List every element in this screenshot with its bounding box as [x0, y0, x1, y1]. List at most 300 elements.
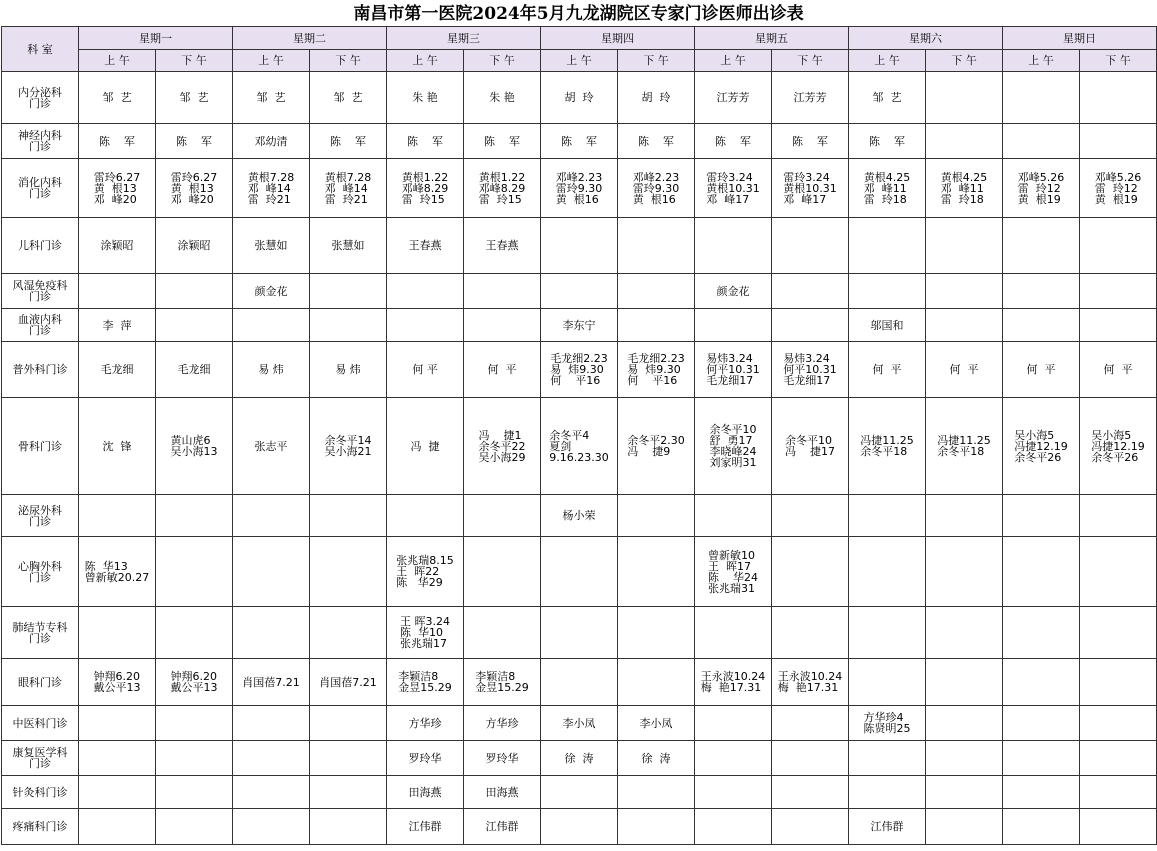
doctor-names: 田海燕 — [408, 785, 442, 799]
schedule-cell — [1080, 776, 1157, 809]
doctor-names: 毛龙细 — [177, 363, 211, 376]
table-row — [2, 124, 1157, 159]
page-title: 南昌市第一医院2024年5月九龙湖院区专家门诊医师出诊表 — [353, 4, 804, 24]
dept-name: 泌尿外科 门诊 — [18, 503, 62, 528]
doctor-names: 江伟群 — [485, 820, 519, 833]
schedule-cell — [310, 218, 387, 274]
schedule-cell — [233, 741, 310, 776]
doctor-names: 朱 艳 — [489, 91, 515, 104]
schedule-cell — [695, 741, 772, 776]
doctor-names: 张志平 — [254, 439, 288, 453]
doctor-names: 余冬平14 吴小海21 — [324, 434, 372, 458]
schedule-cell — [464, 809, 541, 845]
doctor-names: 冯 捷 — [410, 439, 440, 453]
schedule-cell — [1003, 72, 1080, 124]
doctor-names: 陈 军 — [330, 134, 366, 148]
schedule-cell — [1080, 659, 1157, 706]
period-header-row — [2, 50, 1157, 72]
dept-cell — [2, 776, 79, 809]
doctor-names: 余冬平10 舒 勇17 李晓峰24 刘家明31 — [709, 423, 757, 469]
dept-name: 肺结节专科 门诊 — [12, 620, 68, 645]
dept-name: 眼科门诊 — [18, 675, 62, 689]
schedule-cell — [156, 607, 233, 659]
afternoon-header: 下 午 — [156, 50, 233, 72]
doctor-names: 邹 艺 — [179, 91, 209, 104]
schedule-cell — [1003, 706, 1080, 741]
dept-column-header: 科 室 — [2, 27, 79, 72]
schedule-cell — [79, 398, 156, 495]
schedule-cell — [1080, 537, 1157, 607]
doctor-names: 徐 涛 — [641, 751, 671, 765]
schedule-cell — [387, 537, 464, 607]
schedule-cell — [618, 776, 695, 809]
schedule-cell — [1080, 607, 1157, 659]
table-row — [2, 607, 1157, 659]
schedule-cell — [156, 72, 233, 124]
schedule-cell — [695, 72, 772, 124]
schedule-cell — [618, 537, 695, 607]
schedule-cell — [387, 342, 464, 398]
schedule-cell — [1003, 274, 1080, 309]
day-header: 星期五 — [695, 27, 849, 50]
schedule-cell — [156, 659, 233, 706]
schedule-cell — [233, 398, 310, 495]
schedule-cell — [464, 537, 541, 607]
schedule-cell — [772, 537, 849, 607]
doctor-names: 毛龙细 — [100, 363, 134, 376]
schedule-cell — [156, 398, 233, 495]
schedule-cell — [1003, 809, 1080, 845]
schedule-cell — [156, 342, 233, 398]
schedule-cell — [541, 309, 618, 342]
doctor-names: 颜金花 — [254, 284, 288, 298]
schedule-cell — [926, 398, 1003, 495]
doctor-names: 邹 艺 — [872, 91, 902, 104]
schedule-cell — [695, 706, 772, 741]
schedule-cell — [310, 124, 387, 159]
doctor-names: 李小凤 — [562, 716, 596, 730]
doctor-names: 杨小荣 — [562, 509, 596, 522]
schedule-cell — [772, 124, 849, 159]
schedule-cell — [926, 342, 1003, 398]
doctor-names: 钟翔6.20 戴公平13 — [93, 670, 141, 694]
doctor-names: 毛龙细2.23 易 炜9.30 何 平16 — [550, 352, 608, 387]
dept-cell — [2, 537, 79, 607]
schedule-cell — [156, 537, 233, 607]
doctor-names: 黄根7.28 邓 峰14 雷 玲21 — [247, 170, 295, 206]
schedule-cell — [79, 607, 156, 659]
schedule-cell — [541, 398, 618, 495]
schedule-cell — [1080, 741, 1157, 776]
schedule-cell — [387, 274, 464, 309]
schedule-cell — [541, 495, 618, 537]
schedule-cell — [849, 537, 926, 607]
schedule-cell — [618, 309, 695, 342]
doctor-names: 肖国蓓7.21 — [242, 675, 300, 689]
schedule-cell — [233, 537, 310, 607]
dept-name: 疼痛科门诊 — [12, 820, 68, 833]
dept-name: 骨科门诊 — [18, 439, 62, 453]
doctor-names: 易炜3.24 何平10.31 毛龙细17 — [783, 352, 837, 387]
schedule-cell — [79, 342, 156, 398]
schedule-cell — [233, 309, 310, 342]
dept-cell — [2, 659, 79, 706]
dept-name: 心胸外科 门诊 — [18, 559, 62, 584]
schedule-cell — [156, 495, 233, 537]
schedule-cell — [310, 776, 387, 809]
dept-cell — [2, 706, 79, 741]
schedule-cell — [541, 274, 618, 309]
schedule-cell — [233, 124, 310, 159]
schedule-cell — [464, 124, 541, 159]
schedule-cell — [1003, 218, 1080, 274]
schedule-cell — [618, 495, 695, 537]
schedule-cell — [695, 274, 772, 309]
schedule-cell — [1003, 124, 1080, 159]
schedule-cell — [849, 398, 926, 495]
schedule-cell — [695, 495, 772, 537]
schedule-cell — [695, 124, 772, 159]
schedule-cell — [387, 124, 464, 159]
schedule-cell — [79, 309, 156, 342]
doctor-names: 李颖洁8 金昱15.29 — [398, 670, 452, 694]
schedule-cell — [849, 706, 926, 741]
doctor-names: 王永波10.24 梅 艳17.31 — [700, 670, 766, 694]
schedule-cell — [1080, 398, 1157, 495]
schedule-cell — [156, 809, 233, 845]
doctor-names: 李颖洁8 金昱15.29 — [475, 670, 529, 694]
doctor-names: 徐 涛 — [564, 751, 594, 765]
schedule-cell — [541, 776, 618, 809]
schedule-cell — [233, 607, 310, 659]
doctor-names: 王 晖3.24 陈 华10 张兆瑞17 — [400, 615, 450, 650]
schedule-cell — [926, 537, 1003, 607]
schedule-cell — [1080, 72, 1157, 124]
schedule-cell — [772, 706, 849, 741]
schedule-cell — [618, 659, 695, 706]
schedule-cell — [310, 274, 387, 309]
doctor-names: 陈 军 — [715, 134, 751, 148]
doctor-names: 冯捷11.25 余冬平18 — [937, 434, 991, 458]
doctor-names: 余冬平10 冯 捷17 — [785, 434, 835, 458]
morning-header: 上 午 — [233, 50, 310, 72]
morning-header: 上 午 — [541, 50, 618, 72]
doctor-names: 黄根4.25 邓 峰11 雷 玲18 — [940, 170, 988, 206]
schedule-cell — [618, 218, 695, 274]
schedule-cell — [618, 706, 695, 741]
schedule-cell — [233, 159, 310, 218]
schedule-cell — [849, 218, 926, 274]
doctor-names: 何 平 — [949, 363, 979, 376]
doctor-names: 邓峰5.26 雷 玲12 黄 根19 — [1017, 170, 1065, 206]
schedule-cell — [926, 495, 1003, 537]
schedule-cell — [926, 706, 1003, 741]
schedule-cell — [233, 659, 310, 706]
doctor-names: 邓峰2.23 雷玲9.30 黄 根16 — [555, 170, 603, 206]
schedule-cell — [233, 495, 310, 537]
table-row — [2, 659, 1157, 706]
schedule-cell — [310, 309, 387, 342]
schedule-cell — [310, 741, 387, 776]
schedule-cell — [156, 218, 233, 274]
schedule-cell — [541, 537, 618, 607]
schedule-cell — [695, 659, 772, 706]
doctor-names: 易炜3.24 何平10.31 毛龙细17 — [706, 352, 760, 387]
dept-cell — [2, 159, 79, 218]
schedule-cell — [464, 607, 541, 659]
schedule-cell — [387, 776, 464, 809]
table-row — [2, 159, 1157, 218]
schedule-cell — [1003, 537, 1080, 607]
doctor-names: 吴小海5 冯捷12.19 余冬平26 — [1014, 428, 1068, 464]
doctor-names: 江伟群 — [870, 820, 904, 833]
schedule-cell — [233, 342, 310, 398]
afternoon-header: 下 午 — [464, 50, 541, 72]
schedule-cell — [387, 659, 464, 706]
doctor-names: 雷玲3.24 黄根10.31 邓 峰17 — [783, 170, 837, 206]
doctor-names: 何 平 — [1103, 363, 1133, 376]
schedule-cell — [79, 218, 156, 274]
doctor-names: 张兆瑞8.15 王 晖22 陈 华29 — [396, 554, 454, 589]
doctor-names: 李东宁 — [562, 318, 596, 332]
schedule-cell — [464, 776, 541, 809]
schedule-cell — [387, 809, 464, 845]
table-row — [2, 398, 1157, 495]
day-header: 星期三 — [387, 27, 541, 50]
doctor-names: 黄山虎6 吴小海13 — [170, 434, 218, 458]
doctor-names: 方华珍 — [408, 716, 442, 730]
doctor-names: 罗玲华 — [485, 751, 519, 765]
doctor-names: 易 炜 — [335, 363, 361, 376]
doctor-names: 黄根1.22 邓峰8.29 雷 玲15 — [401, 170, 449, 206]
schedule-cell — [926, 659, 1003, 706]
dept-name: 风湿免疫科 门诊 — [12, 279, 68, 303]
schedule-cell — [310, 342, 387, 398]
schedule-cell — [772, 398, 849, 495]
schedule-cell — [772, 159, 849, 218]
doctor-names: 江伟群 — [408, 820, 442, 833]
doctor-names: 雷玲3.24 黄根10.31 邓 峰17 — [706, 170, 760, 206]
schedule-cell — [79, 537, 156, 607]
doctor-names: 王春燕 — [485, 239, 519, 252]
schedule-cell — [233, 776, 310, 809]
doctor-names: 易 炜 — [258, 363, 284, 376]
schedule-cell — [618, 274, 695, 309]
doctor-names: 曾新敏10 王 晖17 陈 华24 张兆瑞31 — [708, 548, 758, 595]
doctor-names: 陈 军 — [407, 134, 443, 148]
dept-name: 神经内科 门诊 — [18, 129, 62, 153]
afternoon-header: 下 午 — [310, 50, 387, 72]
schedule-cell — [79, 159, 156, 218]
schedule-cell — [387, 398, 464, 495]
schedule-cell — [695, 342, 772, 398]
doctor-names: 朱 艳 — [412, 91, 438, 104]
table-row — [2, 274, 1157, 309]
schedule-cell — [79, 776, 156, 809]
afternoon-header: 下 午 — [926, 50, 1003, 72]
doctor-names: 罗玲华 — [408, 751, 442, 765]
doctor-names: 毛龙细2.23 易 炜9.30 何 平16 — [627, 352, 685, 387]
schedule-cell — [387, 72, 464, 124]
schedule-cell — [464, 72, 541, 124]
dept-cell — [2, 274, 79, 309]
schedule-cell — [926, 218, 1003, 274]
day-header: 星期二 — [233, 27, 387, 50]
doctor-names: 邓幼清 — [254, 134, 288, 148]
dept-cell — [2, 809, 79, 845]
schedule-cell — [541, 218, 618, 274]
dept-cell — [2, 607, 79, 659]
doctor-names: 王春燕 — [408, 239, 442, 252]
schedule-cell — [926, 159, 1003, 218]
schedule-cell — [79, 495, 156, 537]
schedule-cell — [233, 809, 310, 845]
table-row — [2, 741, 1157, 776]
schedule-cell — [464, 495, 541, 537]
doctor-names: 邹 艺 — [333, 91, 363, 104]
schedule-cell — [464, 398, 541, 495]
schedule-cell — [849, 124, 926, 159]
day-header: 星期六 — [849, 27, 1003, 50]
dept-name: 儿科门诊 — [18, 239, 62, 252]
dept-name: 针灸科门诊 — [12, 785, 68, 799]
doctor-names: 钟翔6.20 戴公平13 — [170, 670, 218, 694]
schedule-cell — [618, 159, 695, 218]
doctor-names: 陈 华13 曾新敏20.27 — [84, 559, 150, 584]
schedule-cell — [387, 495, 464, 537]
dept-cell — [2, 72, 79, 124]
schedule-cell — [79, 72, 156, 124]
doctor-names: 陈 军 — [792, 134, 828, 148]
schedule-cell — [156, 776, 233, 809]
doctor-names: 李 萍 — [102, 318, 132, 332]
schedule-cell — [926, 72, 1003, 124]
schedule-cell — [464, 741, 541, 776]
schedule-cell — [849, 607, 926, 659]
schedule-cell — [926, 607, 1003, 659]
schedule-cell — [541, 124, 618, 159]
table-row — [2, 809, 1157, 845]
schedule-cell — [387, 607, 464, 659]
table-row — [2, 309, 1157, 342]
table-row — [2, 342, 1157, 398]
afternoon-header: 下 午 — [618, 50, 695, 72]
schedule-cell — [233, 218, 310, 274]
schedule-cell — [772, 607, 849, 659]
dept-name: 消化内科 门诊 — [18, 176, 62, 200]
dept-name: 中医科门诊 — [12, 716, 68, 730]
doctor-names: 邓峰2.23 雷玲9.30 黄 根16 — [632, 170, 680, 206]
schedule-cell — [1080, 159, 1157, 218]
doctor-names: 江芳芳 — [793, 91, 827, 104]
schedule-cell — [1003, 776, 1080, 809]
doctor-names: 沈 锋 — [102, 439, 132, 453]
schedule-cell — [1003, 159, 1080, 218]
doctor-names: 雷玲6.27 黄 根13 邓 峰20 — [93, 170, 141, 206]
schedule-cell — [464, 342, 541, 398]
schedule-cell — [618, 72, 695, 124]
table-row — [2, 218, 1157, 274]
dept-name: 普外科门诊 — [12, 363, 68, 376]
schedule-cell — [541, 342, 618, 398]
schedule-cell — [310, 159, 387, 218]
schedule-cell — [695, 309, 772, 342]
schedule-cell — [541, 809, 618, 845]
doctor-names: 陈 军 — [869, 134, 905, 148]
day-header: 星期一 — [79, 27, 233, 50]
schedule-cell — [79, 274, 156, 309]
schedule-cell — [849, 809, 926, 845]
schedule-cell — [156, 124, 233, 159]
doctor-names: 余冬平4 夏剑 9.16.23.30 — [549, 428, 609, 464]
doctor-names: 陈 军 — [561, 134, 597, 148]
schedule-cell — [772, 659, 849, 706]
schedule-cell — [541, 659, 618, 706]
schedule-cell — [1080, 495, 1157, 537]
schedule-cell — [695, 159, 772, 218]
schedule-cell — [618, 398, 695, 495]
morning-header: 上 午 — [695, 50, 772, 72]
doctor-names: 江芳芳 — [716, 91, 750, 104]
schedule-cell — [79, 809, 156, 845]
doctor-names: 邓峰5.26 雷 玲12 黄 根19 — [1094, 170, 1142, 206]
schedule-cell — [772, 776, 849, 809]
schedule-cell — [849, 309, 926, 342]
doctor-names: 黄根4.25 邓 峰11 雷 玲18 — [863, 170, 911, 206]
dept-name: 康复医学科 门诊 — [12, 746, 68, 770]
day-header: 星期日 — [1003, 27, 1157, 50]
day-header-row — [2, 27, 1157, 50]
schedule-cell — [772, 72, 849, 124]
schedule-cell — [695, 537, 772, 607]
schedule-cell — [695, 398, 772, 495]
schedule-cell — [1080, 218, 1157, 274]
schedule-cell — [541, 607, 618, 659]
doctor-names: 何 平 — [872, 363, 902, 376]
doctor-names: 黄根1.22 邓峰8.29 雷 玲15 — [478, 170, 526, 206]
doctor-names: 张慧如 — [331, 239, 365, 252]
schedule-cell — [1080, 309, 1157, 342]
schedule-cell — [618, 809, 695, 845]
doctor-names: 黄根7.28 邓 峰14 雷 玲21 — [324, 170, 372, 206]
schedule-cell — [310, 537, 387, 607]
schedule-cell — [849, 776, 926, 809]
doctor-names: 李小凤 — [639, 716, 673, 730]
dept-cell — [2, 741, 79, 776]
schedule-cell — [618, 741, 695, 776]
schedule-cell — [926, 124, 1003, 159]
morning-header: 上 午 — [79, 50, 156, 72]
morning-header: 上 午 — [1003, 50, 1080, 72]
schedule-cell — [772, 274, 849, 309]
doctor-names: 何 平 — [487, 363, 517, 376]
schedule-cell — [772, 218, 849, 274]
schedule-cell — [310, 495, 387, 537]
schedule-cell — [541, 706, 618, 741]
doctor-names: 方华珍 — [485, 716, 519, 730]
schedule-table — [1, 26, 1157, 845]
schedule-cell — [541, 741, 618, 776]
afternoon-header: 下 午 — [1080, 50, 1157, 72]
doctor-names: 邹 艺 — [102, 91, 132, 104]
dept-name: 内分泌科 门诊 — [18, 85, 62, 110]
schedule-cell — [1003, 342, 1080, 398]
schedule-cell — [541, 159, 618, 218]
doctor-names: 冯捷11.25 余冬平18 — [860, 434, 914, 458]
schedule-cell — [387, 741, 464, 776]
schedule-cell — [79, 741, 156, 776]
dept-cell — [2, 218, 79, 274]
